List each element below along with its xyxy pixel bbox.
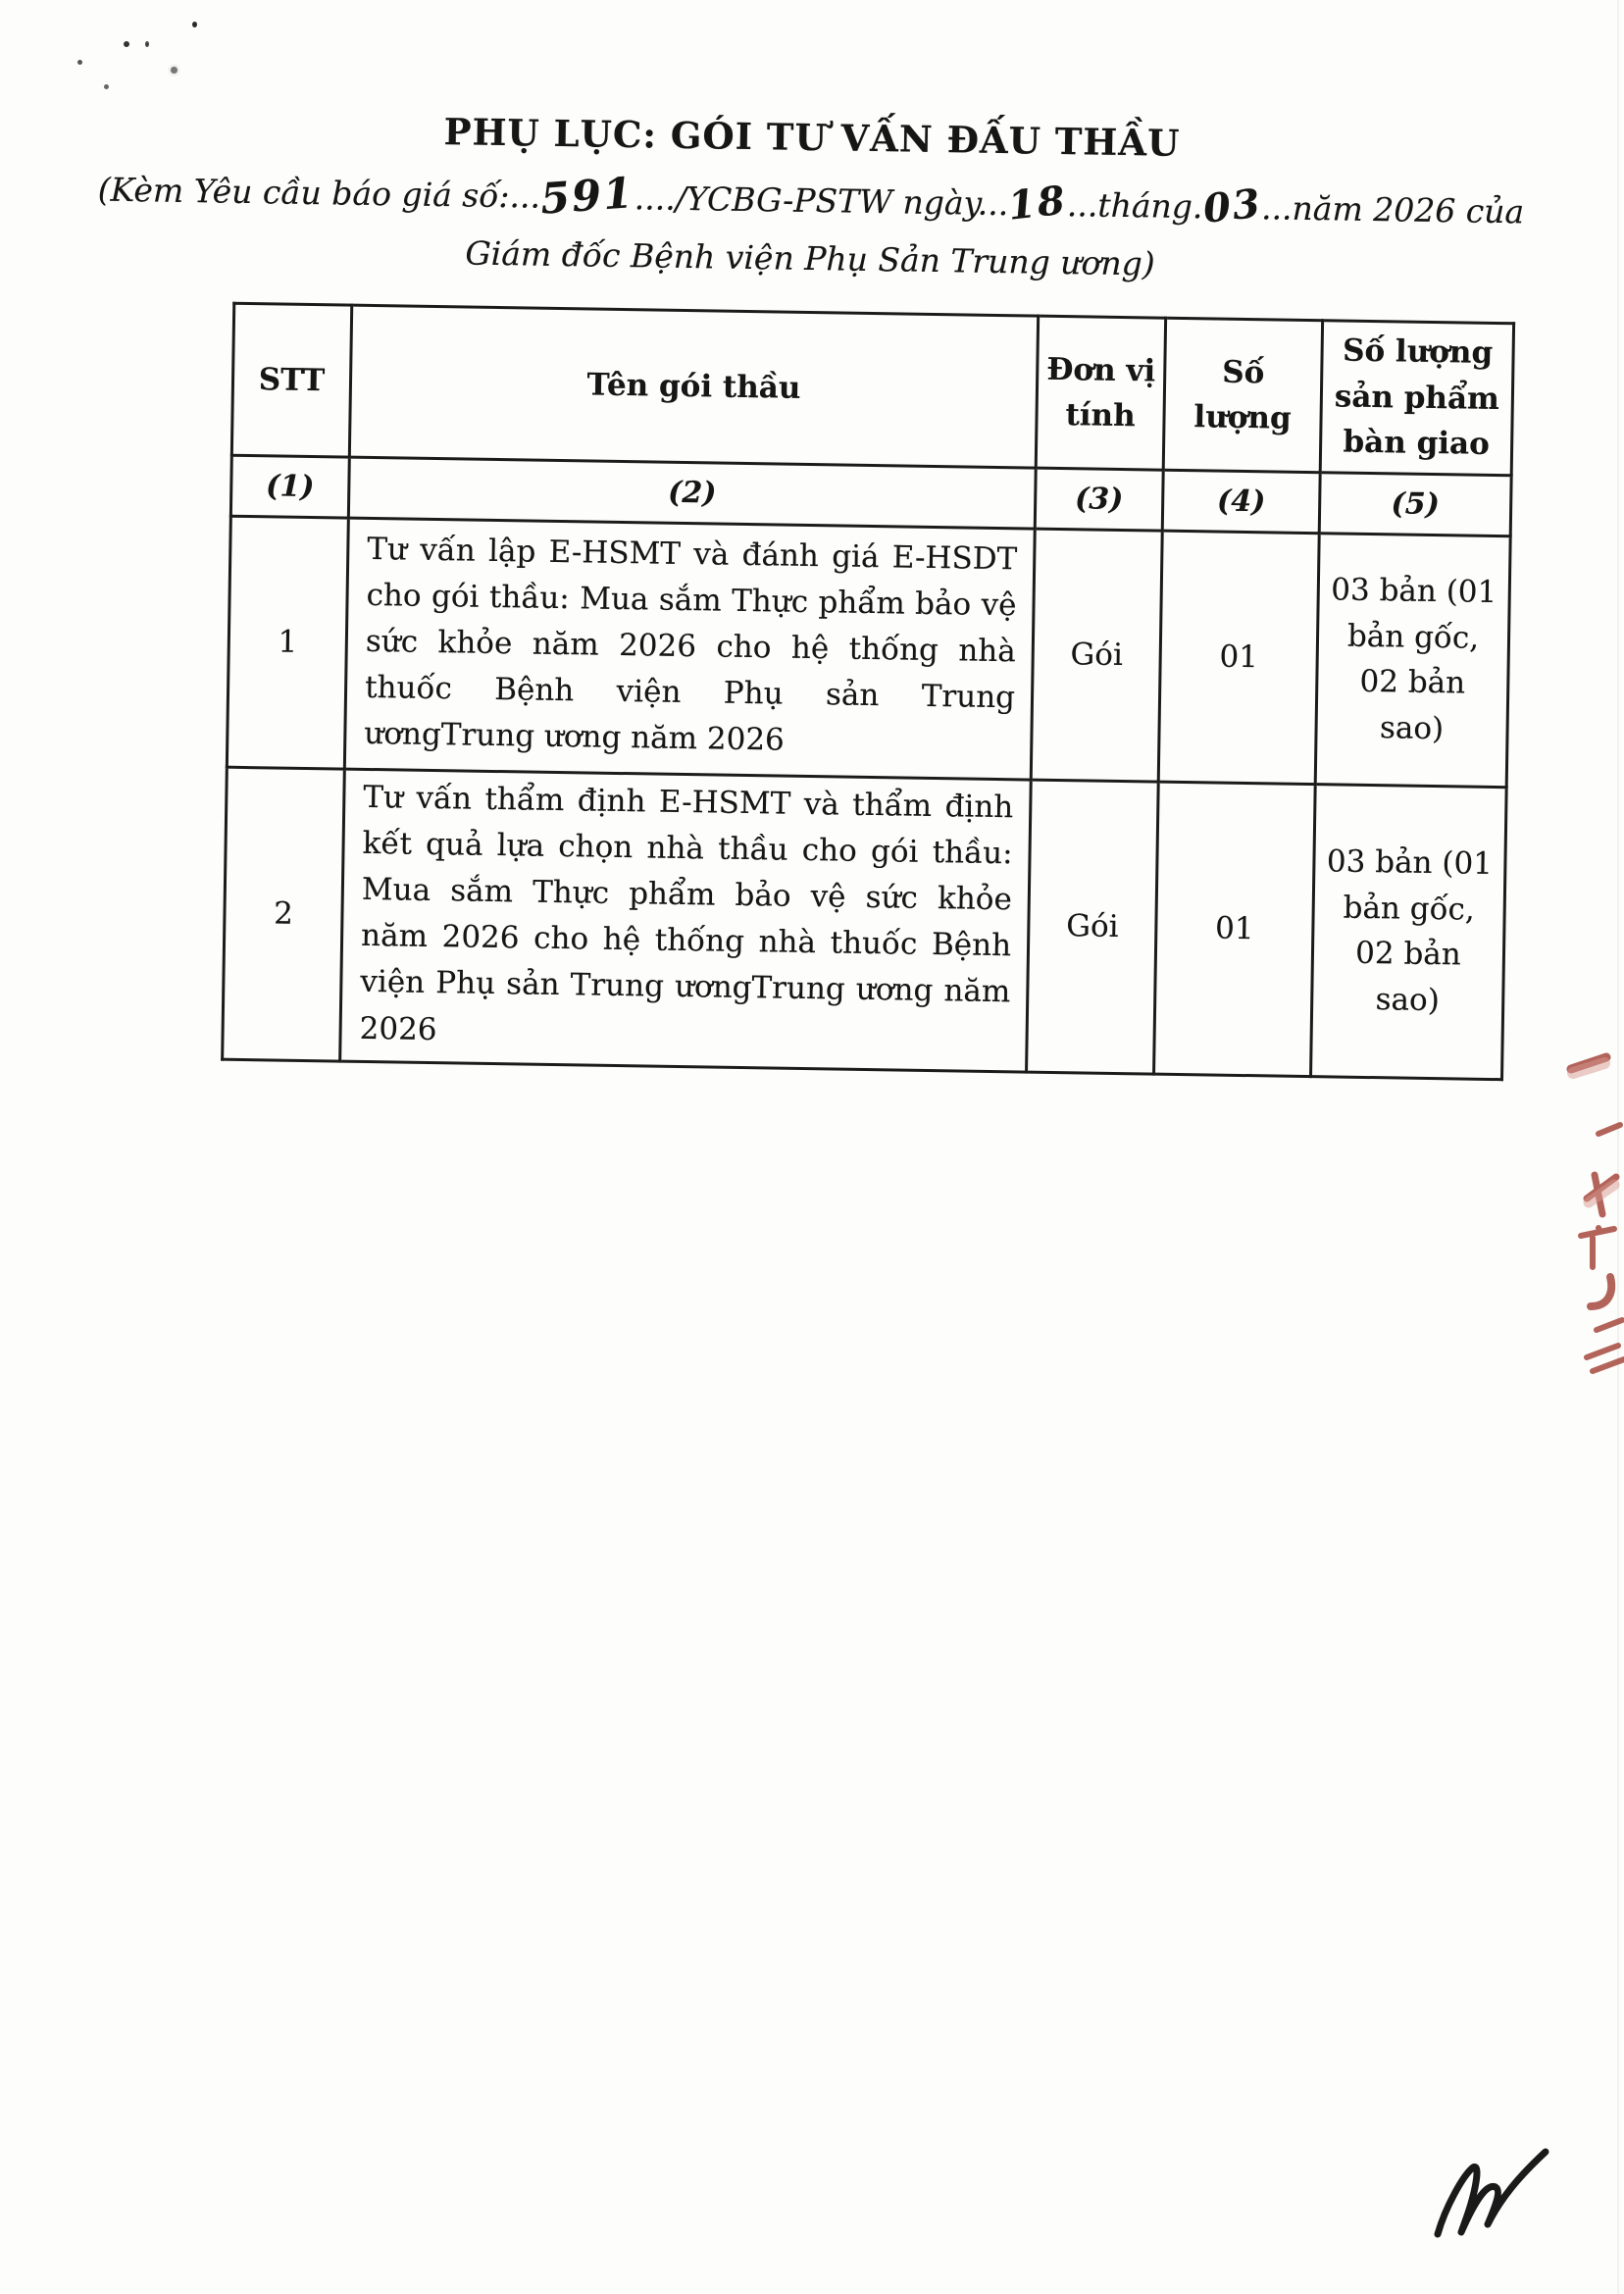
page-title: PHỤ LỤC: GÓI TƯ VẤN ĐẤU THẦU [443, 110, 1181, 165]
subtitle-mid1: ..../YCBG-PSTW ngày... [634, 178, 1009, 224]
handwritten-month: 03 [1200, 179, 1264, 232]
table-row [223, 767, 1507, 1079]
header-unit: Đơn vị tính [1036, 317, 1165, 471]
cell-deliverables: 03 bản (01 bản gốc, 02 bản sao) [1315, 534, 1510, 788]
table-header-row [231, 304, 1513, 476]
index-5: (5) [1319, 473, 1511, 536]
header-package-name: Tên gói thầu [349, 306, 1038, 468]
index-3: (3) [1035, 468, 1163, 531]
cell-quantity: 01 [1158, 531, 1319, 784]
index-4: (4) [1162, 470, 1320, 534]
signature-scribble [1424, 2136, 1561, 2254]
cell-stt: 2 [223, 767, 345, 1061]
handwritten-day: 18 [1006, 177, 1070, 229]
handwritten-number: 591 [538, 169, 636, 225]
appendix-table [221, 302, 1515, 1081]
index-2: (2) [348, 457, 1036, 529]
header-stt: STT [231, 304, 351, 457]
cell-stt: 1 [227, 516, 348, 769]
cell-deliverables: 03 bản (01 bản gốc, 02 bản sao) [1311, 785, 1507, 1080]
cell-unit: Gói [1031, 529, 1162, 782]
index-1: (1) [230, 455, 349, 518]
header-deliverables: Số lượng sản phẩm bàn giao [1320, 321, 1513, 476]
subtitle-mid2: ...tháng. [1066, 185, 1203, 227]
cell-quantity: 01 [1154, 782, 1316, 1076]
table-row [227, 516, 1510, 787]
subtitle-line1 [97, 171, 1524, 231]
subtitle-prefix: (Kèm Yêu cầu báo giá số:... [97, 170, 541, 216]
document-content [0, 0, 1624, 1083]
cell-package-name: Tư vấn thẩm định E-HSMT và thẩm định kết quả lựa chọn nhà thầu cho gói thầu: Mua sắm Thực phẩm bảo vệ sức khỏe năm 2026 cho hệ thống nhà thuốc Bệnh viện Phụ sản Trung ươngTrung ương năm 2026 [340, 769, 1032, 1072]
subtitle-suffix: ...năm 2026 của [1260, 188, 1525, 231]
document-subtitle [0, 160, 1623, 300]
red-ink-marks [1553, 1044, 1624, 1377]
header-quantity: Số lượng [1163, 319, 1322, 473]
cell-unit: Gói [1027, 780, 1159, 1074]
subtitle-line2: Giám đốc Bệnh viện Phụ Sản Trung ương) [465, 233, 1156, 283]
cell-package-name: Tư vấn lập E-HSMT và đánh giá E-HSDT cho gói thầu: Mua sắm Thực phẩm bảo vệ sức khỏe năm 2026 cho hệ thống nhà thuốc Bệnh viện Phụ sản Trung ươngTrung ương năm 2026 [344, 518, 1035, 780]
